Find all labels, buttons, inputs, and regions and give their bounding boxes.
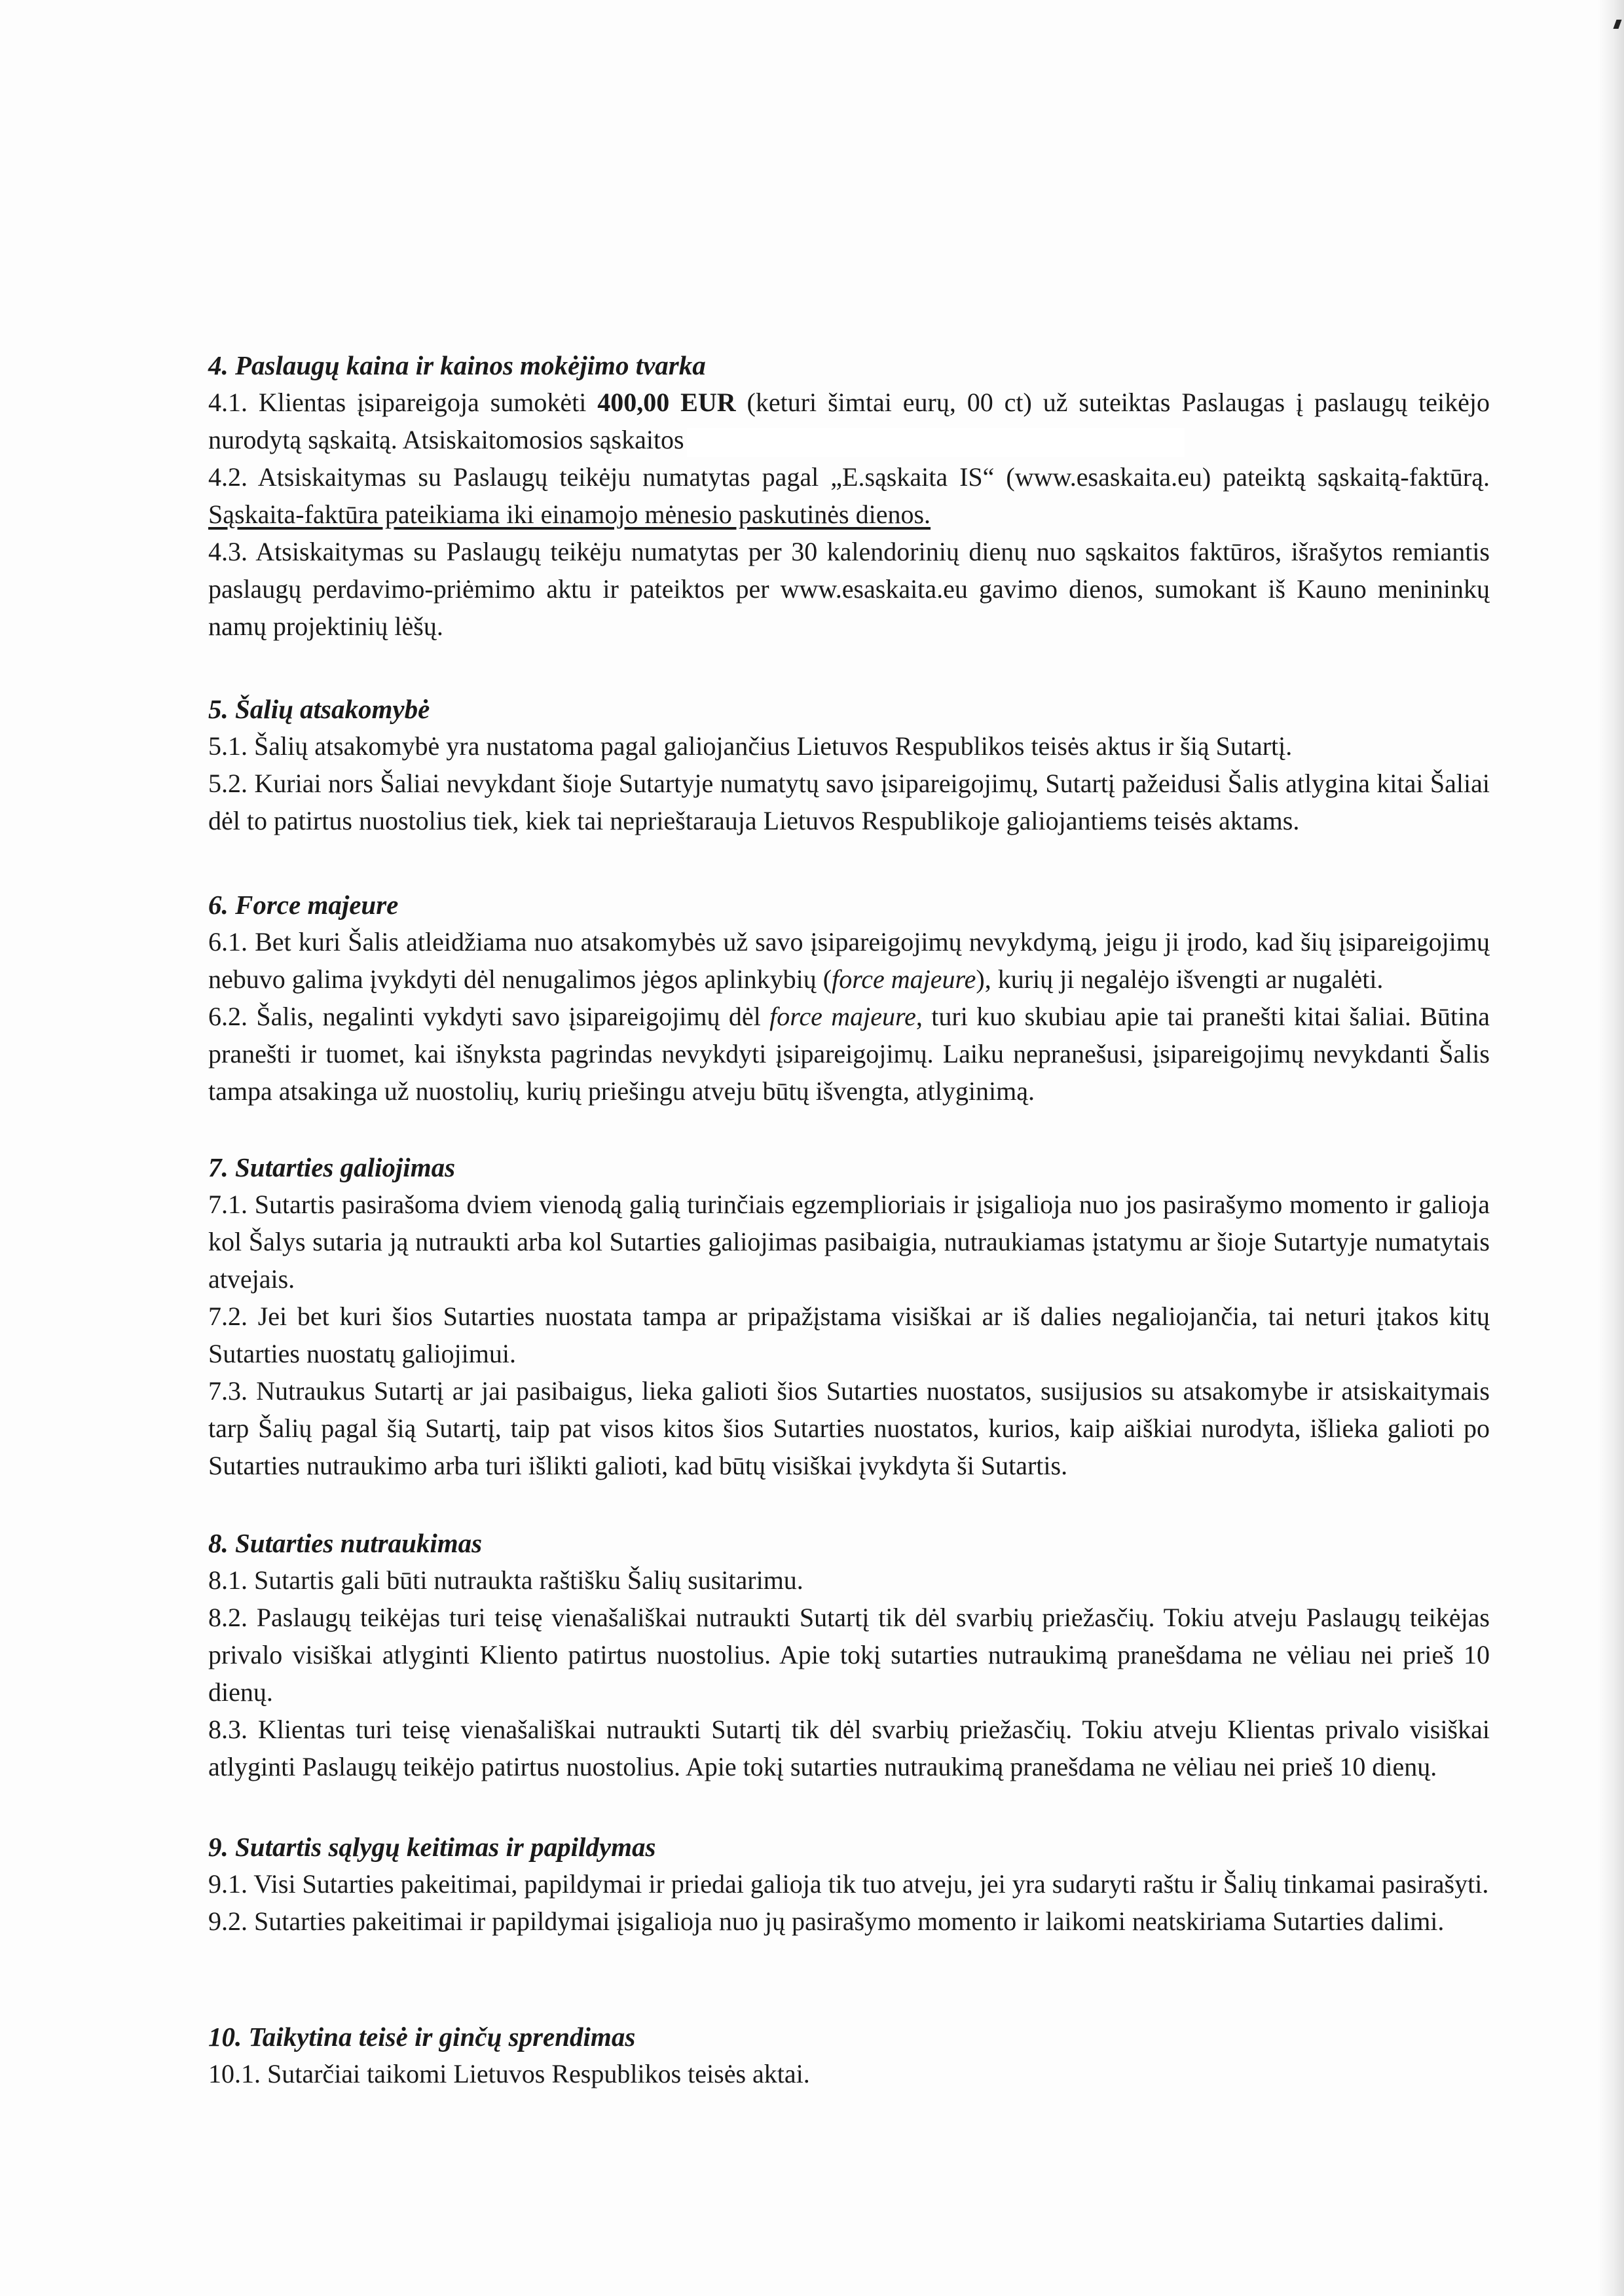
clause-number: 8.2. [208,1603,248,1632]
clause-number: 10.1. [208,2059,261,2088]
clause-text: Bet kuri Šalis atleidžiama nuo atsakomybės už savo įsipareigojimų nevykdymą, jeigu ji įrodo, kad šių įsipareigojimų nebuvo galima įvykdyti dėl nenugalimos jėgos aplinkybių ( [208,927,1490,994]
clause-text: Klientas turi teisę vienašališkai nutraukti Sutartį tik dėl svarbių priežasčių. Tokiu atveju Klientas privalo visiškai atlyginti Paslaugų teikėjo patirtus nuostolius. Apie tokį sutarties nutraukimą pranešdama ne vėliau nei prieš 10 dienų. [208,1715,1490,1781]
clause-text: Paslaugų teikėjas turi teisę vienašališkai nutraukti Sutartį tik dėl svarbių priežasčių. Tokiu atveju Paslaugų teikėjas privalo visiškai atlyginti Kliento patirtus nuostolius. Apie tokį sutarties nutraukimą pranešdama ne vėliau nei prieš 10 dienų. [208,1603,1490,1707]
clause-number: 7.1. [208,1190,248,1219]
clause-number: 4.3. [208,537,248,566]
clause-number: 8.3. [208,1715,248,1744]
section-5 [208,691,1490,839]
clause-number: 6.1. [208,927,248,957]
clause-9-2 [208,1903,1490,1940]
clause-4-3 [208,533,1490,645]
scan-edge-shadow [1598,0,1624,2296]
clause-number: 5.2. [208,769,248,798]
clause-number: 8.1. [208,1565,248,1595]
clause-6-1 [208,923,1490,998]
section-4 [208,347,1490,645]
price-amount: 400,00 EUR [597,388,736,417]
clause-4-2 [208,458,1490,533]
clause-text: Klientas įsipareigoja sumokėti [248,388,598,417]
clause-text: Sutarties pakeitimai ir papildymai įsigalioja nuo jų pasirašymo momento ir laikomi neatskiriama Sutarties dalimi. [248,1906,1445,1936]
clause-6-2 [208,998,1490,1110]
clause-text: Atsiskaitymas su Paslaugų teikėju numatytas per 30 kalendorinių dienų nuo sąskaitos faktūros, išrašytos remiantis paslaugų perdavimo-priėmimo aktu ir pateiktos per www.esaskaita.eu gavimo dienos, sumokant iš Kauno menininkų namų projektinių lėšų. [208,537,1490,641]
clause-text: Nutraukus Sutartį ar jai pasibaigus, lieka galioti šios Sutarties nuostatos, susijusios su atsakomybe ir atsiskaitymais tarp Šalių pagal šią Sutartį, taip pat visos kitos šios Sutarties nuostatos, kurios, kaip aiškiai nurodyta, išlieka galioti po Sutarties nutraukimo arba turi išlikti galioti, kad būtų visiškai įvykdyta ši Sutartis. [208,1376,1490,1480]
clause-text: Šalių atsakomybė yra nustatoma pagal galiojančius Lietuvos Respublikos teisės aktus ir šią Sutartį. [248,731,1293,761]
document-body [208,347,1490,2140]
section-9 [208,1829,1490,1940]
section-title: 6. Force majeure [208,890,399,920]
section-title: 5. Šalių atsakomybė [208,694,430,724]
clause-8-2 [208,1599,1490,1711]
clause-text: (keturi šimtai eurų, 00 ct) už suteiktas Paslaugas į paslaugų teikėjo nurodytą sąskaitą. Atsiskaitomosios sąskaitos [208,388,1490,454]
section-title: 10. Taikytina teisė ir ginčų sprendimas [208,2022,636,2052]
clause-5-2 [208,765,1490,839]
section-title: 8. Sutarties nutraukimas [208,1528,483,1558]
clause-4-1 [208,384,1490,458]
section-title: 7. Sutarties galiojimas [208,1152,456,1182]
clause-number: 9.1. [208,1869,248,1899]
force-majeure-term: force majeure [832,964,976,994]
clause-number: 7.3. [208,1376,248,1406]
clause-number: 5.1. [208,731,248,761]
section-10 [208,2018,1490,2092]
underlined-invoice-note: Sąskaita-faktūra pateikiama iki einamojo mėnesio paskutinės dienos. [208,500,931,529]
section-7 [208,1149,1490,1484]
clause-text: Kuriai nors Šaliai nevykdant šioje Sutartyje numatytų savo įsipareigojimų, Sutartį pažeidusi Šalis atlygina kitai Šaliai dėl to patirtus nuostolius tiek, kiek tai neprieštarauja Lietuvos Respublikoje galiojantiems teisės aktams. [208,769,1490,835]
clause-number: 7.2. [208,1302,248,1331]
clause-8-3 [208,1711,1490,1785]
section-8 [208,1525,1490,1785]
clause-text: Sutartis gali būti nutraukta raštišku Šalių susitarimu. [248,1565,803,1595]
clause-text: Visi Sutarties pakeitimai, papildymai ir priedai galioja tik tuo atveju, jei yra sudaryti raštu ir Šalių tinkamai pasirašyti. [248,1869,1489,1899]
clause-number: 9.2. [208,1906,248,1936]
clause-8-1 [208,1561,1490,1599]
clause-7-3 [208,1372,1490,1484]
clause-text: Sutarčiai taikomi Lietuvos Respublikos teisės aktai. [261,2059,810,2088]
clause-number: 4.1. [208,388,248,417]
clause-10-1 [208,2055,1490,2092]
clause-number: 6.2. [208,1002,248,1031]
clause-text: ), kurių ji negalėjo išvengti ar nugalėti. [976,964,1384,994]
clause-text: Šalis, negalinti vykdyti savo įsipareigojimų dėl [248,1002,770,1031]
force-majeure-term: force majeure [769,1002,916,1031]
clause-5-1 [208,727,1490,765]
redacted-account-block [687,428,1185,457]
clause-number: 4.2. [208,462,248,492]
section-title: 4. Paslaugų kaina ir kainos mokėjimo tvarka [208,350,706,380]
clause-7-2 [208,1298,1490,1372]
section-title: 9. Sutartis sąlygų keitimas ir papildymas [208,1832,656,1862]
clause-text: , turi kuo skubiau apie tai pranešti kitai šaliai. Būtina pranešti ir tuomet, kai išnyksta pagrindas nevykdyti įsipareigojimų. Laiku nepranešusi, įsipareigojimų nevykdanti Šalis tampa atsakinga už nuostolių, kurių priešingu atveju būtų išvengta, atlyginimą. [208,1002,1490,1106]
clause-7-1 [208,1186,1490,1298]
clause-text: Atsiskaitymas su Paslaugų teikėju numatytas pagal „E.sąskaita IS“ (www.esaskaita.eu) pateiktą sąskaitą-faktūrą. [248,462,1490,492]
clause-text: Jei bet kuri šios Sutarties nuostata tampa ar pripažįstama visiškai ar iš dalies negaliojančia, tai neturi įtakos kitų Sutarties nuostatų galiojimui. [208,1302,1490,1368]
section-6 [208,886,1490,1110]
clause-text: Sutartis pasirašoma dviem vienodą galią turinčiais egzemplioriais ir įsigalioja nuo jos pasirašymo momento ir galioja kol Šalys sutaria ją nutraukti arba kol Sutarties galiojimas pasibaigia, nutraukiamas įstatymu ar šioje Sutartyje numatytais atvejais. [208,1190,1490,1294]
clause-9-1 [208,1865,1490,1903]
